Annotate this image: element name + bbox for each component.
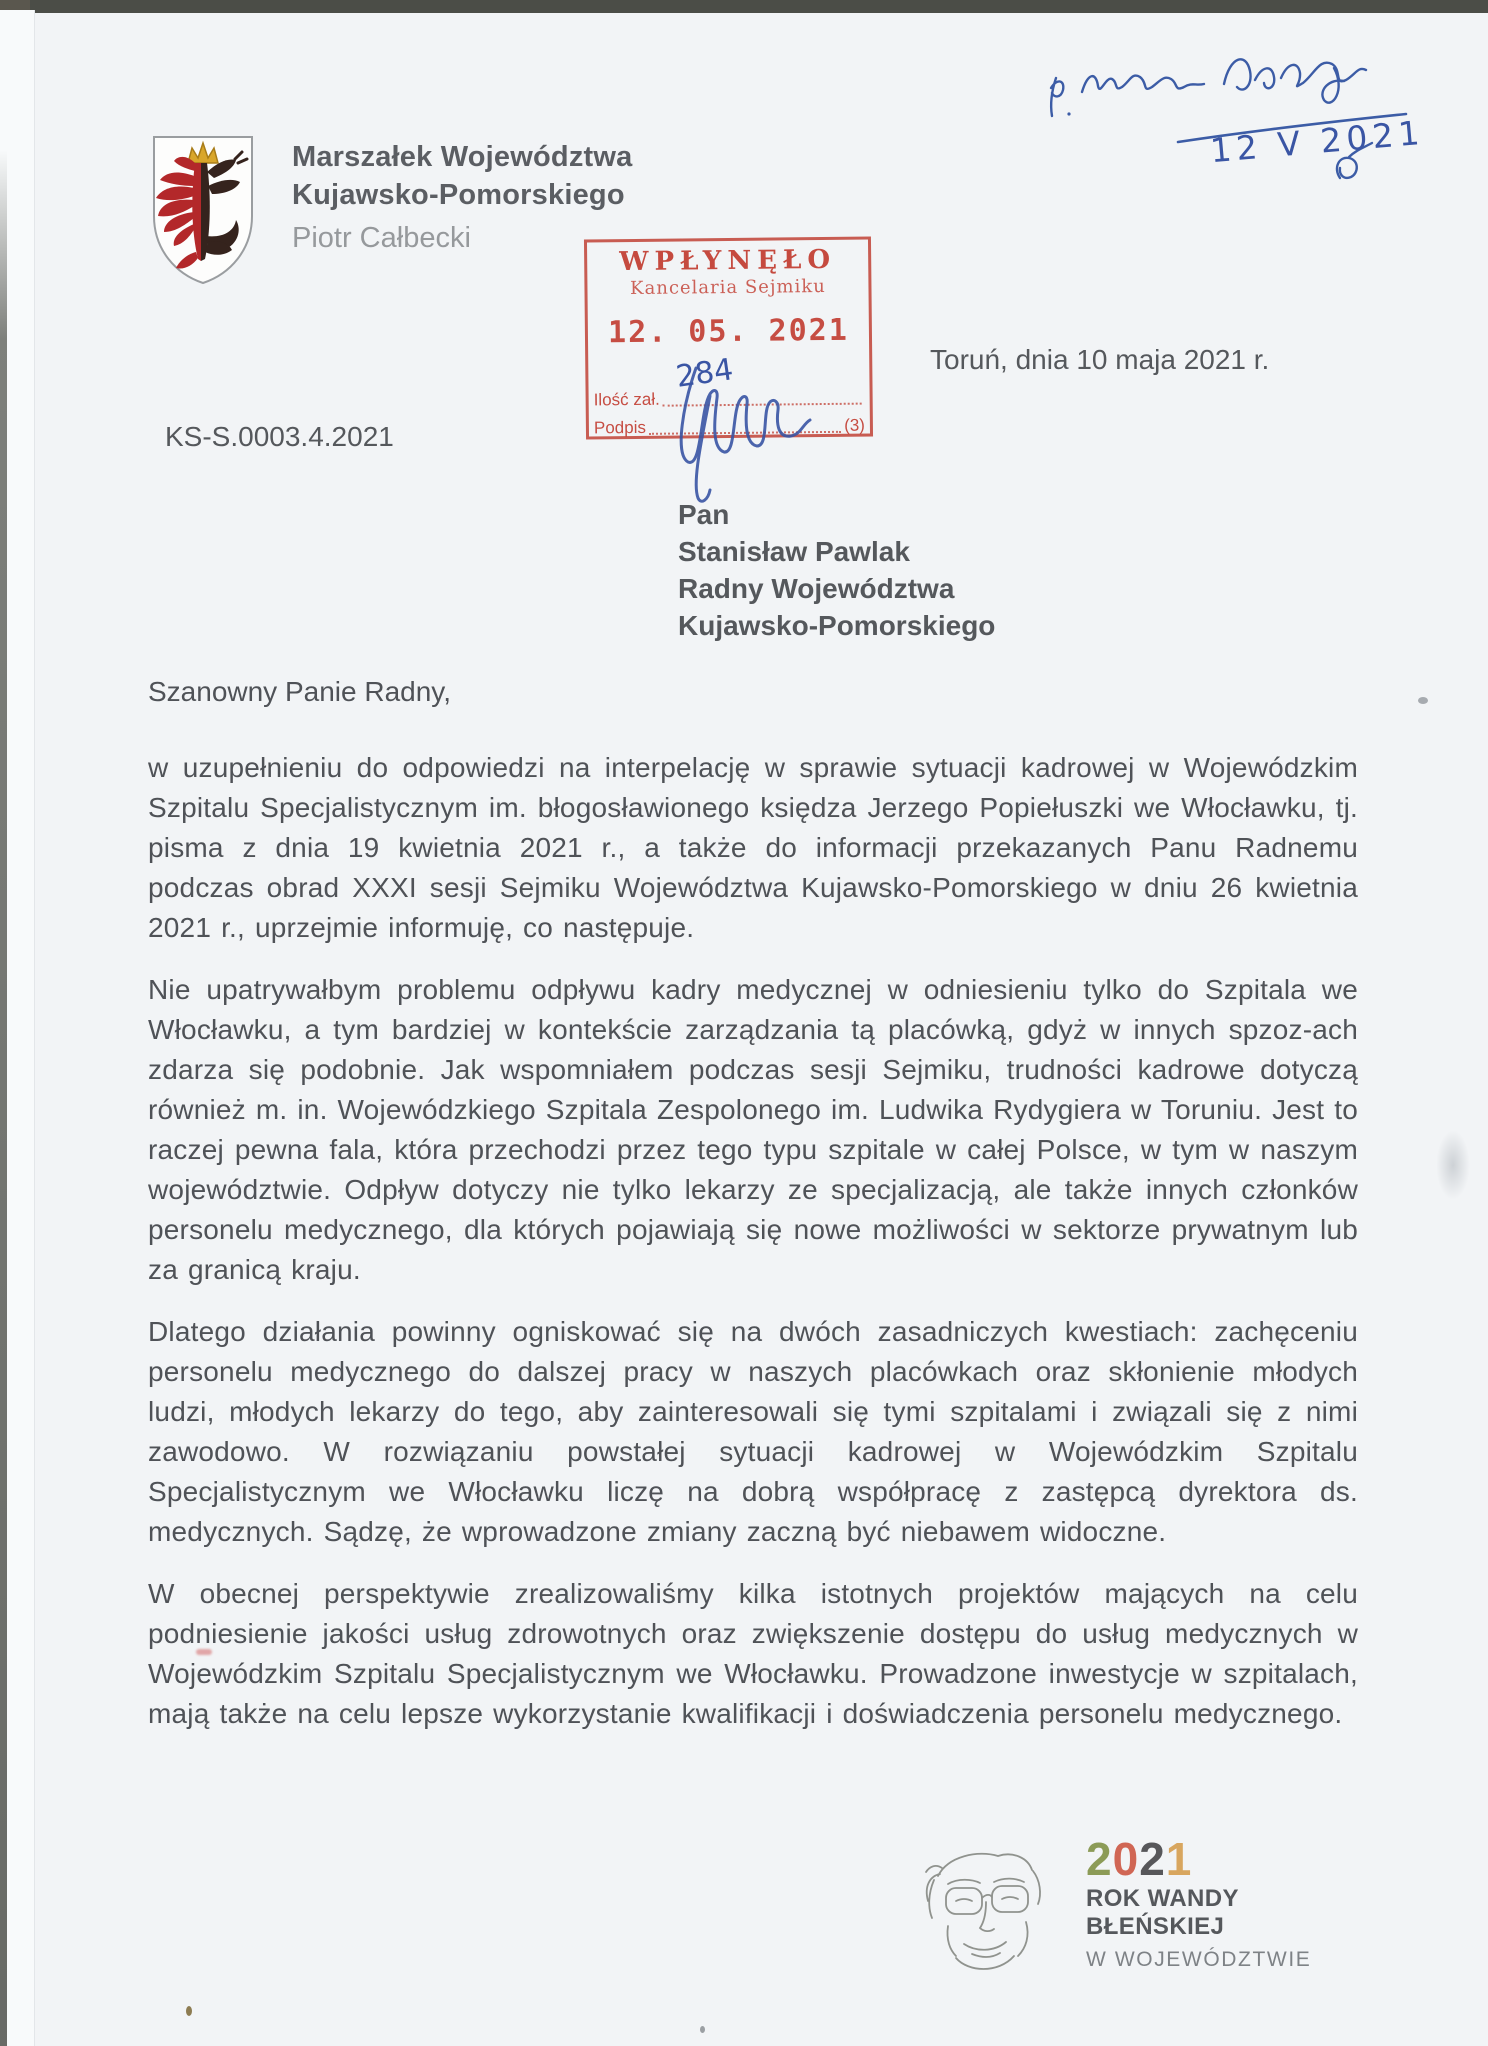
scan-speck [1418,697,1428,704]
scan-smudge [1436,1130,1470,1200]
recipient-line: Radny Województwa [678,573,955,604]
stamp-copy-note: (3) [844,415,866,435]
paragraph: W obecnej perspektywie zrealizowaliśmy kilka istotnych projektów mających na celu podniesienie jakości usług zdrowotnych oraz zwiększenie dostępu do usług medycznych w Wojewódzkim Szpitalu Specjalistycznym we Włocławku. Prowadzone inwestycje w szpitalach, mają także na celu lepsze wykorzystanie kwalifikacji i doświadczenia personelu medycznego. [148,1578,1358,1729]
footer-caption-line2: W WOJEWÓDZTWIE [1086,1948,1312,1971]
portrait-sketch-icon [898,1846,1068,1981]
footer-year [1086,1833,1358,1885]
stamp-date: 12. 05. 2021 [607,312,849,351]
paragraph: w uzupełnieniu do odpowiedzi na interpelację w sprawie sytuacji kadrowej w Wojewódzkim Szpitalu Specjalistycznym im. błogosławionego księdza Jerzego Popiełuszki we Włocławku, tj. pisma z dnia 19 kwietnia 2021 r., a także do informacji przekazanych Panu Radnemu podczas obrad XXXI sesji Sejmiku Województwa Kujawsko-Pomorskiego w dniu 26 kwietnia 2021 r., uprzejmie informuję, co następuje. [148,752,1358,943]
handwritten-attachment-count: 284 [673,352,736,395]
org-name-line1: Marszałek Województwa [292,141,633,173]
recipient-line: Pan [678,499,730,530]
year-digit: 2 [1086,1833,1113,1885]
stamp-signature-label: Podpis [593,417,647,438]
scan-edge-top [28,0,1488,13]
recipient-line: Kujawsko-Pomorskiego [678,610,996,641]
year-digit: 2 [1139,1833,1166,1885]
stamp-office: Kancelaria Sejmiku [630,275,826,300]
paragraph: Nie upatrywałbym problemu odpływu kadry medycznej w odniesieniu tylko do Szpitala we Włocławku, a tym bardziej w kontekście zarządzania tą placówką, gdyż w innych spzoz-ach zdarza się podobnie. Jak wspomniałem podczas sesji Sejmiku, trudności kadrowe dotyczą również m. in. Wojewódzkiego Szpitala Zespolonego im. Ludwika Rydygiera w Toruniu. Jest to raczej pewna fala, która przechodzi przez tego typu szpitale w całej Polsce, w tym w naszym województwie. Odpływ dotyczy nie tylko lekarzy ze specjalizacją, ale także innych członków personelu medycznego, dla których pojawiają się nowe możliwości w sektorze prywatnym lub za granicą kraju. [148,974,1358,1285]
reference-number: KS-S.0003.4.2021 [165,421,394,452]
recipient-line: Stanisław Pawlak [678,536,910,567]
year-digit: 1 [1165,1833,1193,1885]
footer-logo [898,1833,1358,2016]
coat-of-arms-icon [148,132,258,288]
scan-speck [700,2026,705,2033]
org-name-line2: Kujawsko-Pomorskiego [292,179,625,211]
stamp-title: WPŁYNĘŁO [619,244,837,278]
scan-edge-left [0,150,7,2046]
handwritten-date: 12 V 2021 [1208,112,1426,171]
letterhead [292,138,632,257]
scan-speck [186,2006,192,2016]
place-and-date: Toruń, dnia 10 maja 2021 r. [930,344,1270,375]
signature-scribble [640,350,840,510]
footer-caption-line1: ROK WANDY BŁEŃSKIEJ [1086,1885,1239,1940]
salutation: Szanowny Panie Radny, [148,676,451,707]
scan-edge-corner [0,0,30,10]
letter-body [148,676,1358,1756]
stamp-attachments-label: Ilość zał. [593,389,660,410]
signatory-name: Piotr Całbecki [292,222,471,254]
handwritten-annotation [1038,26,1458,216]
paragraph: Dlatego działania powinny ogniskować się na dwóch zasadniczych kwestiach: zachęceniu personelu medycznego do dalszej pracy w naszych placówkach oraz skłonienie młodych ludzi, młodych lekarzy do tego, aby zainteresowali się tymi szpitalami i związali się z nimi zawodowo. W rozwiązaniu powstałej sytuacji kadrowej w Wojewódzkim Szpitalu Specjalistycznym we Włocławku liczę na dobrą współpracę z zastępcą dyrektora ds. medycznych. Sądzę, że wprowadzone zmiany zaczną być niebawem widoczne. [148,1316,1358,1547]
recipient-block [678,496,995,644]
footer-logo-text [1086,1833,1358,1972]
year-digit: 0 [1112,1833,1140,1885]
